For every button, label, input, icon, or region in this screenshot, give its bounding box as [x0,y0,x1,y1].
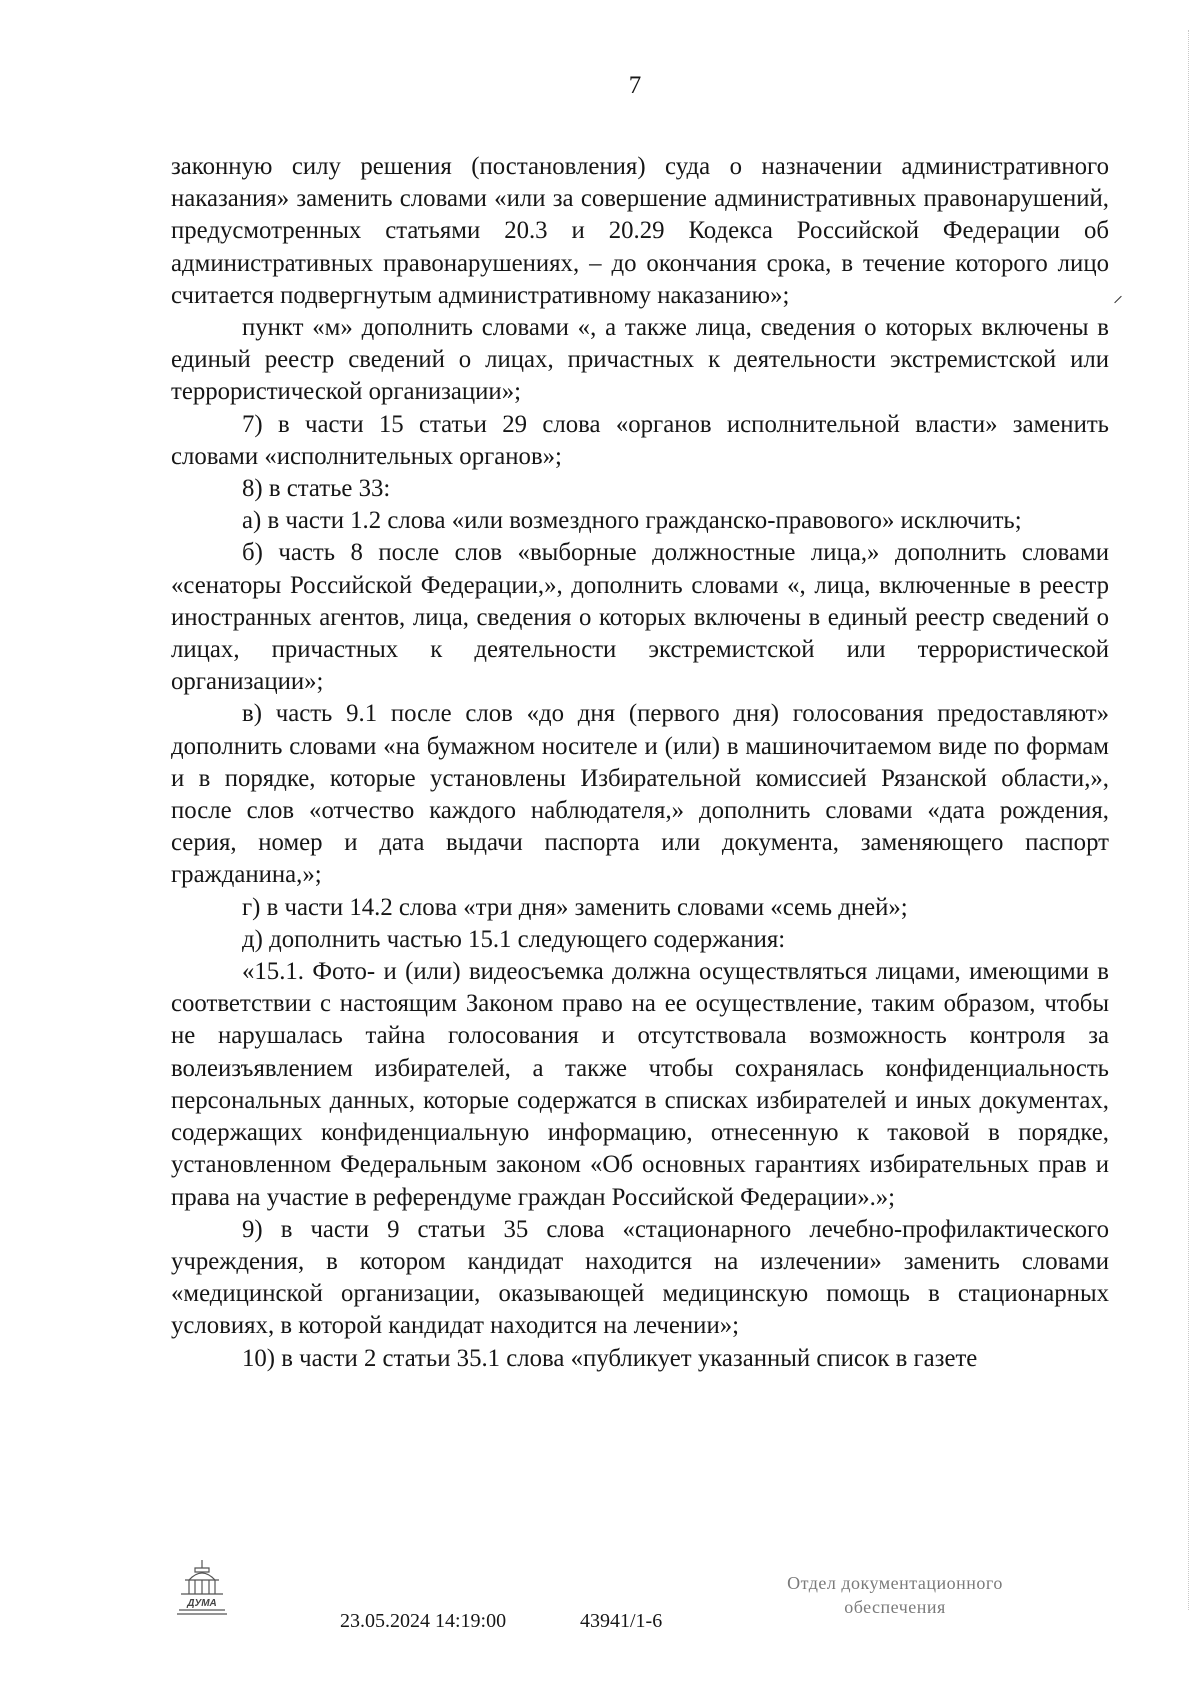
paragraph: д) дополнить частью 15.1 следующего содержания: [242,925,786,953]
footer-doc-number: 43941/1-6 [580,1610,663,1632]
logo-label: ДУМА [187,1598,217,1609]
margin-mark: ⸍ [1113,293,1123,315]
paragraph: б) часть 8 после слов «выборные должностные лица,» дополнить словами «сенаторы Российской Федерации,», дополнить словами «, лица, включенные в реестр иностранных агентов, лица, сведения о которых включены в единый реестр сведений о лицах, причастных к деятельности экстремистской или террористической организации»; [171,539,1109,696]
page-number: 7 [628,72,642,99]
paragraph: законную силу решения (постановления) суда о назначении административного наказания» заменить словами «или за совершение административных правонарушений, предусмотренных статьями 20.3 и 20.29 Кодекса Российской Федерации об административных правонарушениях, – до окончания срока, в течение которого лицо считается подвергнутым административному наказанию»; [171,153,1109,309]
paragraph: в) часть 9.1 после слов «до дня (первого дня) голосования предоставляют» дополнить словами «на бумажном носителе и (или) в машиночитаемом виде по формам и в порядке, которые установлены Избирательной комиссией Рязанской области,», после слов «отчество каждого наблюдателя,» дополнить словами «дата рождения, серия, номер и дата выдачи паспорта или документа, заменяющего паспорт гражданина,»; [171,700,1109,889]
document-body [171,151,1109,1375]
paragraph: 10) в части 2 статьи 35.1 слова «публикует указанный список в газете [242,1344,978,1372]
scan-edge [1188,30,1192,1610]
paragraph: «15.1. Фото- и (или) видеосъемка должна осуществляться лицами, имеющими в соответствии с настоящим Законом право на ее осуществление, таким образом, чтобы не нарушалась тайна голосования и отсутствовала возможность контроля за волеизъявлением избирателей, а также чтобы сохранялась конфиденциальность персональных данных, которые содержатся в списках избирателей и иных документах, содержащих конфиденциальную информацию, отнесенную к таковой в порядке, установленном Федеральным законом «Об основных гарантиях избирательных прав и права на участие в референдуме граждан Российской Федерации».»; [171,958,1109,1211]
paragraph: 7) в части 15 статьи 29 слова «органов исполнительной власти» заменить словами «исполнительных органов»; [171,410,1109,470]
department-stamp [730,1571,1060,1619]
paragraph: г) в части 14.2 слова «три дня» заменить словами «семь дней»; [242,893,908,921]
stamp-line: обеспечения [844,1597,946,1617]
paragraph: пункт «м» дополнить словами «, а также лица, сведения о которых включены в единый реестр сведений о лицах, причастных к деятельности экстремистской или террористической организации»; [171,314,1109,406]
paragraph: 9) в части 9 статьи 35 слова «стационарного лечебно-профилактического учреждения, в котором кандидат находится на излечении» заменить словами «медицинской организации, оказывающей медицинскую помощь в стационарных условиях, в которой кандидат находится на лечении»; [171,1215,1109,1340]
paragraph: 8) в статье 33: [242,475,391,503]
paragraph: а) в части 1.2 слова «или возмездного гражданско-правового» исключить; [242,507,1022,535]
stamp-line: Отдел документационного [787,1573,1003,1593]
duma-building-icon [175,1558,229,1618]
footer-date: 23.05.2024 14:19:00 [340,1610,507,1632]
